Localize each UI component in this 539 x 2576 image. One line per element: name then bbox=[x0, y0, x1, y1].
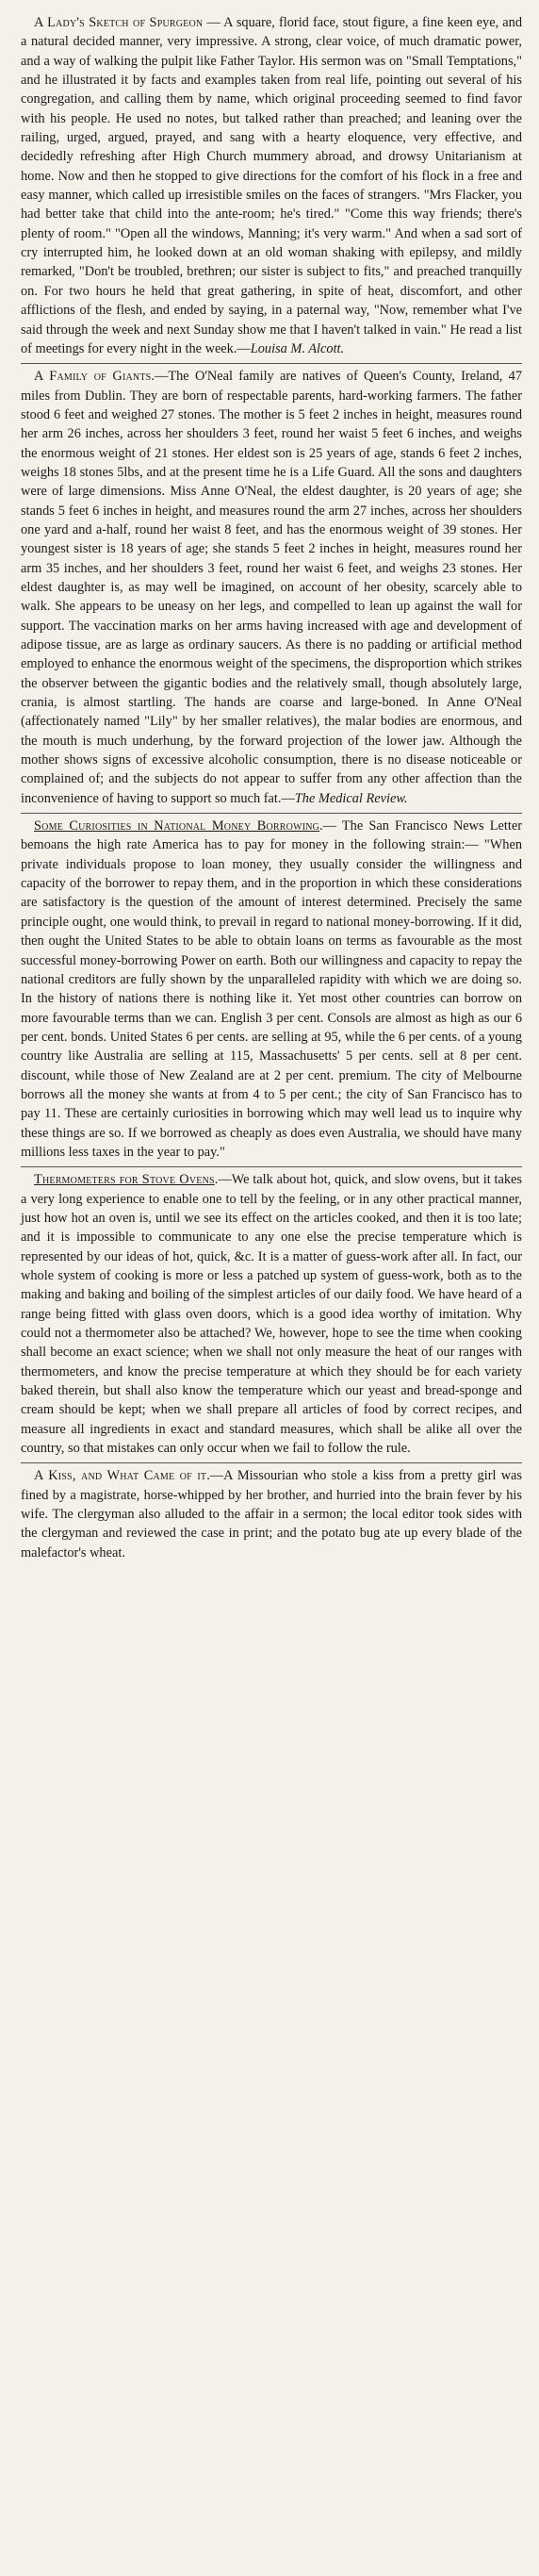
article-heading: Some Curiosities in National Money Borrowing bbox=[34, 818, 320, 834]
article-paragraph bbox=[21, 13, 522, 358]
article-divider bbox=[21, 1462, 522, 1463]
article-kiss bbox=[21, 1466, 522, 1562]
article-paragraph bbox=[21, 817, 522, 1162]
article-body: .—The O'Neal family are natives of Queen's County, Ireland, 47 miles from Dublin. They are born of respectable parents, hard-working farmers. The father stood 6 feet and weighed 27 stones. The mother is 5 feet 2 inches in height, measures round her arm 26 inches, across her shoulders 3 feet, round her waist 5 feet 6 inches, and weighs the enormous weight of 21 stones. Her eldest son is 25 years of age, stands 6 feet 2 inches, weighs 18 stones 5lbs, and at the present time he is a Life Guard. All the sons and daughters were of large dimensions. Miss Anne O'Neal, the eldest daughter, is 20 years of age; she stands 5 feet 6 inches in height, and measures round the arm 27 inches, across her shoulders one yard and a-half, round her waist 8 feet, and has the enormous weight of 39 stones. Her youngest sister is 18 years of age; she stands 5 feet 2 inches in height, measures round her arm 35 inches, and her shoulders 3 feet, round her waist 6 feet, and weighs 23 stones. Her eldest daughter is, as may well be imagined, on account of her obesity, scarcely able to walk. She appears to be uneasy on her legs, and compelled to lean up against the wall for support. The vaccination marks on her arms having increased with age and development of adipose tissue, are as large as ordinary saucers. As there is no padding or artificial method employed to enhance the enormous weight of the specimens, the disproportion which strikes the observer between the gigantic bodies and the relatively small, though absolutely large, crania, is almost startling. The hands are coarse and large-boned. In Anne O'Neal (affectionately named "Lily" by her smaller relatives), the malar bodies are enormous, and the mouth is much underhung, by the forward projection of the lower jaw. Although the mother shows signs of excessive alcoholic consumption, there is no disease noticeable or complained of; and the subjects do not appear to suffer from any other affection than the inconvenience of having to support so much fat.— bbox=[21, 369, 522, 806]
article-divider bbox=[21, 1166, 522, 1167]
article-heading: A Family of Giants bbox=[34, 369, 152, 385]
article-paragraph bbox=[21, 1466, 522, 1562]
article-body: .—A Missourian who stole a kiss from a pretty girl was fined by a magistrate, horse-whipped by her brother, and hurried into the brain fever by his wife. The clergyman also alluded to the affair in a sermon; the local editor took sides with the clergyman and reviewed the case in print; and the potato bug ate up every blade of the malefactor's wheat. bbox=[21, 1468, 522, 1560]
article-divider bbox=[21, 813, 522, 814]
article-body: — A square, florid face, stout figure, a fine keen eye, and a natural decided manner, very impressive. A strong, clear voice, of much dramatic power, and a way of walking the pulpit like Father Taylor. His sermon was on "Small Temptations," and he illustrated it by facts and examples taken from real life, pointing out several of his congregation, and calling them by name, which original proceeding seemed to find favor with his people. He used no notes, but talked rather than preached; and leaning over the railing, urged, argued, prayed, and sang with a hearty eloquence, very effective, and decidedly refreshing after High Church mummery abroad, and drowsy Unitarianism at home. Now and then he stopped to give directions for the comfort of his flock in a free and easy manner, which called up irresistible smiles on the faces of strangers. "Mrs Flacker, you had better take that child into the ante-room; he's tired." "Come this way friends; there's plenty of room." "Open all the windows, Manning; it's very warm." And when a sad sort of cry interrupted him, he looked down at an old woman shaking with epilepsy, and mildly remarked, "Don't be troubled, brethren; our sister is subject to fits," and preached tranquilly on. For two hours he held that great gathering, in spite of heat, discomfort, and other afflictions of the flesh, and ended by saying, in a paternal way, "Now, remember what I've said through the week and next Sunday show me that I haven't talked in vain." He read a list of meetings for every night in the week.— bbox=[21, 15, 522, 356]
article-heading: Thermometers for Stove Ovens bbox=[34, 1172, 215, 1188]
article-spurgeon bbox=[21, 13, 522, 358]
article-divider bbox=[21, 363, 522, 364]
article-money-borrowing bbox=[21, 817, 522, 1162]
article-source: The Medical Review. bbox=[294, 790, 408, 806]
article-body: .— The San Francisco News Letter bemoans the high rate America has to pay for money in the following strain:— "When private individuals propose to loan money, they usually consider the willingness and capacity of the borrower to repay them, and in the proportion in which these considerations are satisfactory is the question of the amount of interest determined. Precisely the same principle ought, one would think, to prevail in regard to national money-borrowing. If it did, then ought the United States to be able to obtain loans on terms as favourable as the most successful money-borrowing Power on earth. Both our willingness and capacity to repay the national creditors are fully shown by the unparalleled rapidity with which we are doing so. In the history of nations there is nothing like it. Yet most other countries can borrow on more favourable terms than we can. English 3 per cent. Consols are almost as high as our 6 per cent. bonds. United States 6 per cents. are selling at 95, while the 6 per cents. of a young country like Australia are selling at 115, Massachusetts' 5 per cents. sell at 8 per cent. discount, while those of New Zealand are at 2 per cent. premium. The city of Melbourne borrows all the money she wants at from 4 to 5 per cent.; the city of San Francisco has to pay 11. These are certainly curiosities in borrowing which may well lead us to inquire why these things are so. If we borrowed as cheaply as does even Australia, we should have many millions less taxes in the year to pay." bbox=[21, 818, 523, 1160]
article-paragraph bbox=[21, 367, 522, 808]
article-heading: A Lady's Sketch of Spurgeon bbox=[34, 15, 204, 30]
article-paragraph bbox=[21, 1170, 522, 1458]
article-giants bbox=[21, 367, 522, 808]
article-thermometers bbox=[21, 1170, 522, 1458]
article-source: Louisa M. Alcott. bbox=[250, 340, 345, 356]
article-heading: A Kiss, and What Came of it bbox=[34, 1468, 207, 1484]
article-body: .—We talk about hot, quick, and slow ovens, but it takes a very long experience to enable one to tell by the feeling, or in any other practical manner, just how hot an oven is, until we see its effect on the articles cooked, and then it is too late; and it is impossible to communicate to any one else the precise temperature which is represented by our ideas of hot, quick, &c. It is a matter of guess-work after all. In fact, our whole system of cooking is more or less a patched up system of guess-work, both as to the making and baking and boiling of the simplest articles of our daily food. We have heard of a range being fitted with glass oven doors, which is a good idea worthy of imitation. Why could not a thermometer also be attached? We, however, hope to see the time when cooking shall become an exact science; when we shall not only measure the heat of our ranges with thermometers, and know the precise temperature at which they should be for each variety baked therein, but shall also know the temperature which our yeast and bread-sponge and cream should be kept; when we shall prepare all articles of food by correct recipes, and measure all ingredients in exact and standard measures, which shall be alike all over the country, so that mistakes can only occur when we fail to follow the rule. bbox=[21, 1172, 522, 1457]
